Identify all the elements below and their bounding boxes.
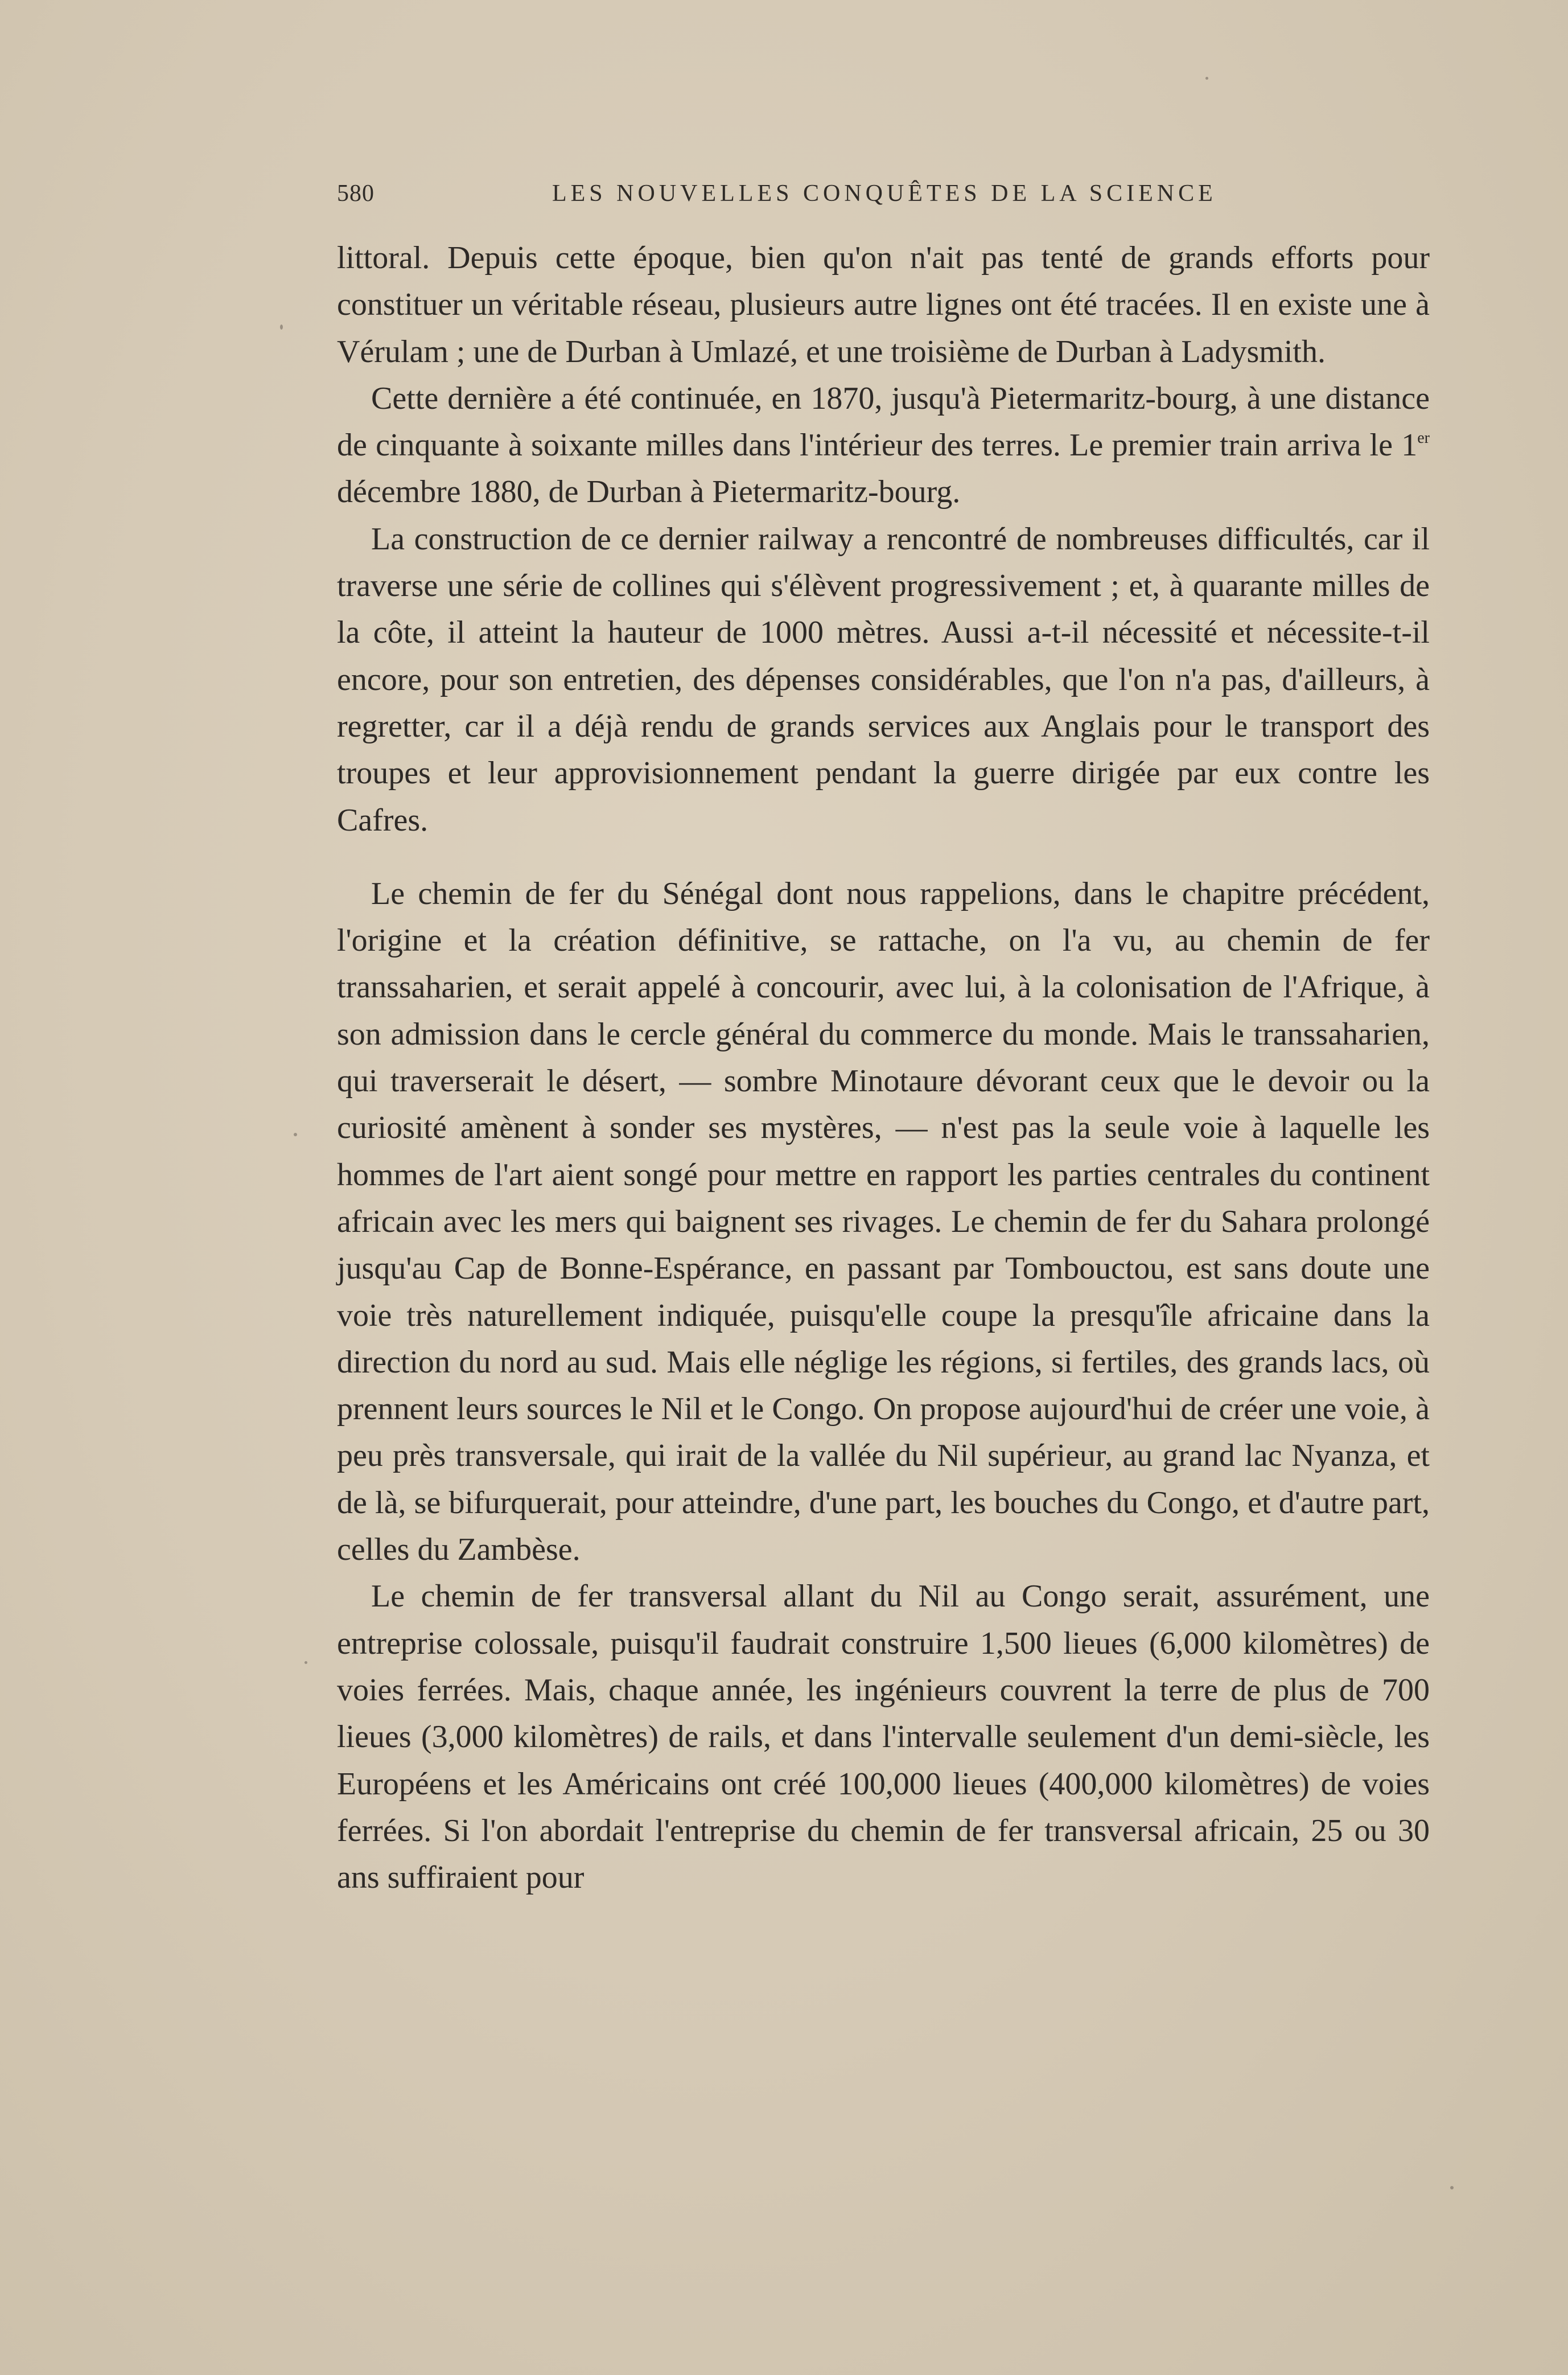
paper-speck bbox=[304, 1661, 307, 1664]
paragraph-continued: littoral. Depuis cette époque, bien qu'on n'ait pas tenté de grands efforts pour constituer un véritable réseau, plusieurs autre lignes ont été tracées. Il en existe une à Vérulam ; une de Durban à Umlazé, et une troisième de Durban à Ladysmith. bbox=[337, 240, 1430, 369]
paragraph-construction: La construction de ce dernier railway a rencontré de nombreuses difficultés, car il traverse une série de collines qui s'élèvent progressivement ; et, à quarante milles de la côte, il atteint la hauteur de 1000 mètres. Aussi a-t-il nécessité et nécessite-t-il encore, pour son entretien, des dépenses considérables, que l'on n'a pas, d'ailleurs, à regretter, car il a déjà rendu de grands services aux Anglais pour le transport des troupes et leur approvisionnement pendant la guerre dirigée par eux contre les Cafres. bbox=[337, 521, 1430, 838]
paragraph-text-end: décembre 1880, de Durban à Pietermaritz-bourg. bbox=[337, 474, 961, 510]
paragraph-railway-extension bbox=[337, 375, 1430, 516]
paragraph-transversal: Le chemin de fer transversal allant du Nil au Congo serait, assurément, une entreprise colossale, puisqu'il faudrait construire 1,500 lieues (6,000 kilomètres) de voies ferrées. Mais, chaque année, les ingénieurs couvrent la terre de plus de 700 lieues (3,000 kilomètres) de rails, et dans l'intervalle seulement d'un demi-siècle, les Européens et les Américains ont créé 100,000 lieues (400,000 kilomètres) de voies ferrées. Si l'on abordait l'entreprise du chemin de fer transversal africain, 25 ou 30 ans suffiraient pour bbox=[337, 1579, 1430, 1896]
body-text bbox=[337, 235, 1430, 1901]
paragraph-senegal: Le chemin de fer du Sénégal dont nous rappelions, dans le chapitre précédent, l'origine et la création définitive, se rattache, on l'a vu, au chemin de fer transsaharien, et serait appelé à concourir, avec lui, à la colonisation de l'Afrique, à son admission dans le cercle général du commerce du monde. Mais le transsaharien, qui traverserait le désert, — sombre Minotaure dévorant ceux que le devoir ou la curiosité amènent à sonder ses mystères, — n'est pas la seule voie à laquelle les hommes de l'art aient songé pour mettre en rapport les parties centrales du continent africain avec les mers qui baignent ses rivages. Le chemin de fer du Sahara prolongé jusqu'au Cap de Bonne-Espérance, en passant par Tombouctou, est sans doute une voie très naturellement indiquée, puisqu'elle coupe la presqu'île africaine dans la direction du nord au sud. Mais elle néglige les régions, si fertiles, des grands lacs, où prennent leurs sources le Nil et le Congo. On propose aujourd'hui de créer une voie, à peu près transversale, qui irait de la vallée du Nil supérieur, au grand lac Nyanza, et de là, se bifurquerait, pour atteindre, d'une part, les bouches du Congo, et d'autre part, celles du Zambèse. bbox=[337, 876, 1430, 1568]
ordinal-superscript: er bbox=[1417, 429, 1430, 447]
paragraph-text-start: Cette dernière a été continuée, en 1870, jusqu'à Pietermaritz-bourg, à une distance de cinquante à soixante milles dans l'intérieur des terres. Le premier train arriva le 1 bbox=[337, 380, 1430, 463]
paper-speck bbox=[294, 1133, 297, 1136]
paper-speck bbox=[280, 324, 283, 330]
running-title: LES NOUVELLES CONQUÊTES DE LA SCIENCE bbox=[552, 180, 1217, 207]
paper-speck bbox=[1450, 2186, 1454, 2189]
paper-speck bbox=[1205, 77, 1208, 80]
page-number: 580 bbox=[337, 180, 374, 207]
running-header bbox=[337, 180, 1222, 214]
